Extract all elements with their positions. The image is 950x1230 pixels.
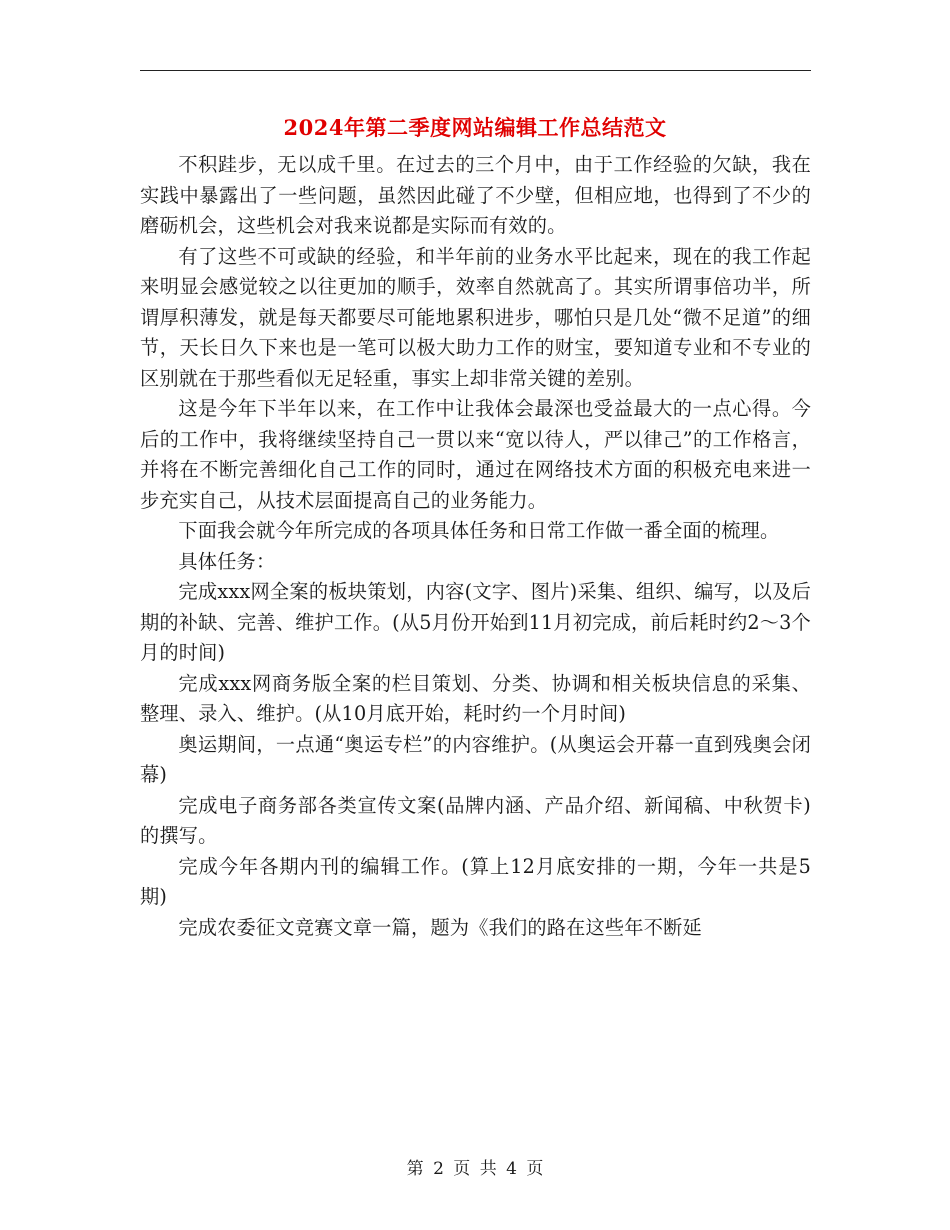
task-item: 奥运期间，一点通“奥运专栏”的内容维护。(从奥运会开幕一直到残奥会闭幕): [140, 732, 811, 786]
page-number-footer: 第 2 页 共 4 页: [406, 1159, 544, 1179]
paragraph: 这是今年下半年以来，在工作中让我体会最深也受益最大的一点心得。今后的工作中，我将继续坚持自己一贯以来“宽以待人，严以律己”的工作格言，并将在不断完善细化自己工作的同时，通过在网络技术方面的积极充电来进一步充实自己，从技术层面提高自己的业务能力。: [140, 397, 811, 512]
document-body: [140, 150, 811, 943]
task-item: 完成xxx网全案的板块策划，内容(文字、图片)采集、组织、编写，以及后期的补缺、完善、维护工作。(从5月份开始到11月初完成，前后耗时约2～3个月的时间): [140, 580, 811, 664]
paragraph: 有了这些不可或缺的经验，和半年前的业务水平比起来，现在的我工作起来明显会感觉较之以往更加的顺手，效率自然就高了。其实所谓事倍功半，所谓厚积薄发，就是每天都要尽可能地累积进步，哪怕只是几处“微不足道”的细节，天长日久下来也是一笔可以极大助力工作的财宝，要知道专业和不专业的区别就在于那些看似无足轻重，事实上却非常关键的差别。: [140, 244, 811, 390]
section-heading-tasks: 具体任务：: [178, 549, 276, 573]
task-item: 完成今年各期内刊的编辑工作。(算上12月底安排的一期，今年一共是5期): [140, 854, 811, 908]
document-title: 2024年第二季度网站编辑工作总结范文: [283, 115, 667, 140]
header-rule: [140, 70, 811, 71]
paragraph: 下面我会就今年所完成的各项具体任务和日常工作做一番全面的梳理。: [178, 519, 780, 542]
task-item: 完成农委征文竞赛文章一篇，题为《我们的路在这些年不断延: [178, 915, 702, 939]
task-item: 完成电子商务部各类宣传文案(品牌内涵、产品介绍、新闻稿、中秋贺卡)的撰写。: [140, 793, 811, 847]
task-item: 完成xxx网商务版全案的栏目策划、分类、协调和相关板块信息的采集、整理、录入、维护。(从10月底开始，耗时约一个月时间): [140, 671, 811, 725]
paragraph: 不积跬步，无以成千里。在过去的三个月中，由于工作经验的欠缺，我在实践中暴露出了一些问题，虽然因此碰了不少壁，但相应地，也得到了不少的磨砺机会，这些机会对我来说都是实际而有效的。: [140, 153, 811, 237]
